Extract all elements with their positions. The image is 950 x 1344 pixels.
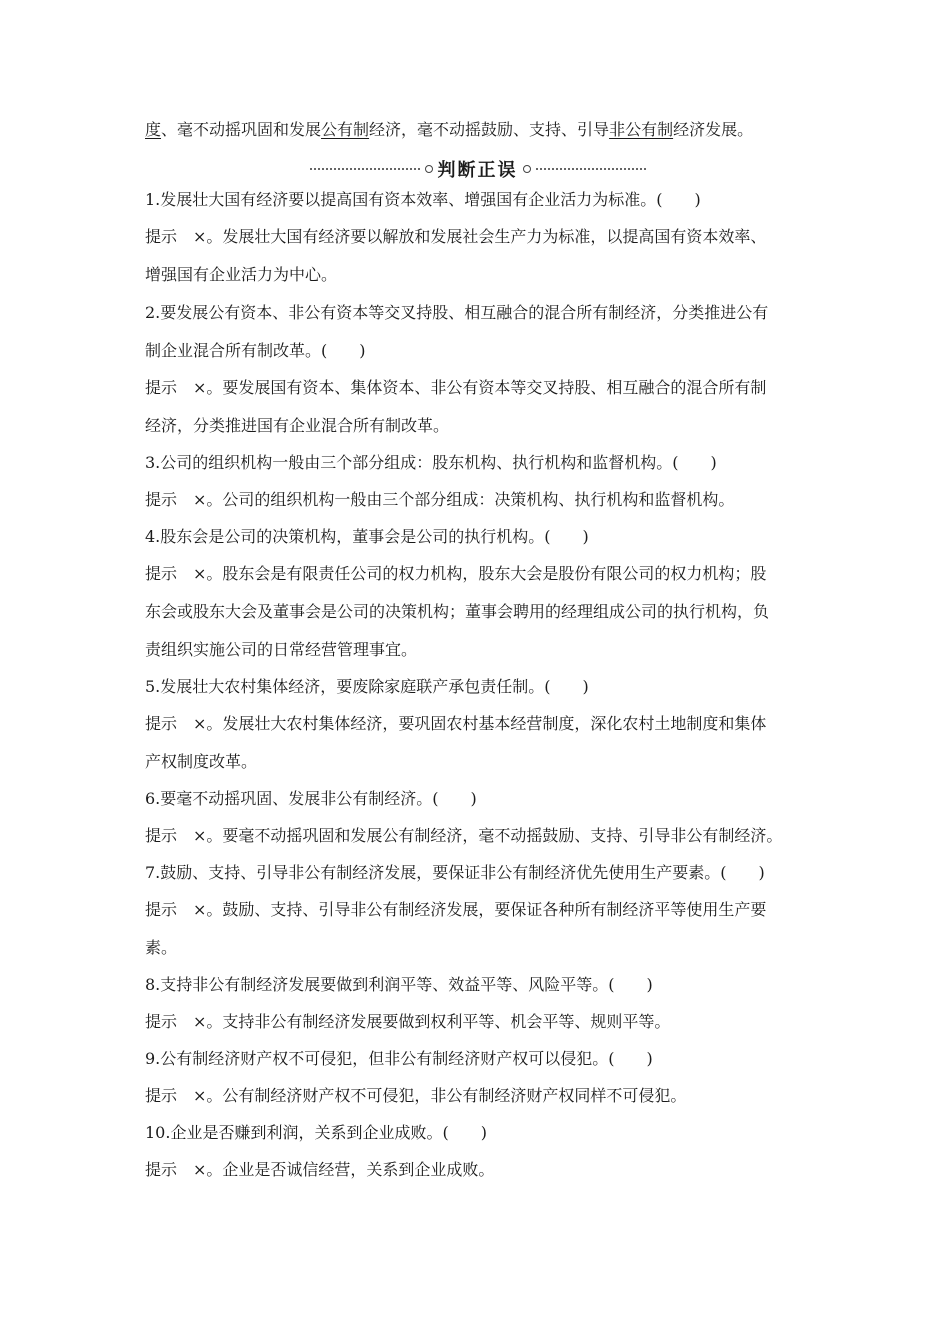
hint-2-line-1 xyxy=(145,378,810,416)
hint-2-line-2: 经济，分类推进国有企业混合所有制改革。 xyxy=(145,416,450,435)
left-circle-ornament-icon xyxy=(425,165,433,173)
question-4: 4.股东会是公司的决策机构，董事会是公司的执行机构。( ) xyxy=(145,527,589,546)
section-title: 判断正误 xyxy=(437,160,518,181)
right-dotted-rule xyxy=(536,168,646,170)
hint-text: ×。公有制经济财产权不可侵犯，非公有制经济财产权同样不可侵犯。 xyxy=(193,1086,687,1105)
question-8: 8.支持非公有制经济发展要做到利润平等、效益平等、风险平等。( ) xyxy=(145,975,653,994)
hint-label: 提示 xyxy=(145,378,178,397)
hint-text: ×。发展壮大农村集体经济，要巩固农村基本经营制度，深化农村土地制度和集体 xyxy=(193,714,767,733)
hint-text: ×。支持非公有制经济发展要做到权利平等、机会平等、规则平等。 xyxy=(193,1012,671,1031)
hint-label: 提示 xyxy=(145,227,178,246)
hint-7-line-2: 素。 xyxy=(145,938,178,957)
hint-text: ×。发展壮大国有经济要以解放和发展社会生产力为标准，以提高国有资本效率、 xyxy=(193,227,767,246)
hint-label: 提示 xyxy=(145,714,178,733)
hint-3-line-1 xyxy=(145,490,810,527)
hint-label: 提示 xyxy=(145,564,178,583)
right-circle-ornament-icon xyxy=(523,165,531,173)
intro-paragraph xyxy=(145,120,810,154)
hint-label: 提示 xyxy=(145,490,178,509)
hint-1-line-2: 增强国有企业活力为中心。 xyxy=(145,265,338,284)
hint-5-line-1 xyxy=(145,714,810,752)
question-1: 1.发展壮大国有经济要以提高国有资本效率、增强国有企业活力为标准。( ) xyxy=(145,190,701,209)
hint-label: 提示 xyxy=(145,1012,178,1031)
intro-underlined-du: 度 xyxy=(145,120,162,139)
hint-4-line-2: 东会或股东大会及董事会是公司的决策机构；董事会聘用的经理组成公司的执行机构，负 xyxy=(145,602,770,621)
question-7: 7.鼓励、支持、引导非公有制经济发展，要保证非公有制经济优先使用生产要素。( ) xyxy=(145,863,765,882)
hint-text: ×。股东会是有限责任公司的权力机构，股东大会是股份有限公司的权力机构；股 xyxy=(193,564,767,583)
hint-text: ×。企业是否诚信经营，关系到企业成败。 xyxy=(193,1160,495,1179)
intro-text-3: 经济发展。 xyxy=(673,120,754,139)
hint-4-line-1 xyxy=(145,564,810,602)
question-3: 3.公司的组织机构一般由三个部分组成：股东机构、执行机构和监督机构。( ) xyxy=(145,453,717,472)
hint-6-line-1 xyxy=(145,826,810,863)
question-6: 6.要毫不动摇巩固、发展非公有制经济。( ) xyxy=(145,789,477,808)
hint-text: ×。要发展国有资本、集体资本、非公有资本等交叉持股、相互融合的混合所有制 xyxy=(193,378,767,397)
question-2-line-1: 2.要发展公有资本、非公有资本等交叉持股、相互融合的混合所有制经济，分类推进公有 xyxy=(145,303,769,322)
question-5: 5.发展壮大农村集体经济，要废除家庭联产承包责任制。( ) xyxy=(145,677,589,696)
hint-label: 提示 xyxy=(145,900,178,919)
question-10: 10.企业是否赚到利润，关系到企业成败。( ) xyxy=(145,1123,487,1142)
hint-4-line-3: 责组织实施公司的日常经营管理事宜。 xyxy=(145,640,418,659)
intro-underlined-nonpublic: 非公有制 xyxy=(609,120,674,139)
hint-9-line-1 xyxy=(145,1086,810,1123)
intro-text-1: 、毫不动摇巩固和发展 xyxy=(161,120,322,139)
section-heading-row xyxy=(145,154,810,184)
hint-1-line-1 xyxy=(145,227,810,265)
question-2-line-2: 制企业混合所有制改革。( ) xyxy=(145,341,366,360)
hint-label: 提示 xyxy=(145,1086,178,1105)
intro-underlined-public: 公有制 xyxy=(321,120,370,139)
hint-10-line-1 xyxy=(145,1160,810,1197)
hint-label: 提示 xyxy=(145,1160,178,1179)
left-dotted-rule xyxy=(310,168,420,170)
question-9: 9.公有制经济财产权不可侵犯，但非公有制经济财产权可以侵犯。( ) xyxy=(145,1049,653,1068)
hint-label: 提示 xyxy=(145,826,178,845)
hint-text: ×。公司的组织机构一般由三个部分组成：决策机构、执行机构和监督机构。 xyxy=(193,490,735,509)
document-page xyxy=(145,120,810,1197)
intro-text-2: 经济，毫不动摇鼓励、支持、引导 xyxy=(369,120,610,139)
hint-text: ×。鼓励、支持、引导非公有制经济发展，要保证各种所有制经济平等使用生产要 xyxy=(193,900,767,919)
hint-8-line-1 xyxy=(145,1012,810,1049)
hint-7-line-1 xyxy=(145,900,810,938)
hint-5-line-2: 产权制度改革。 xyxy=(145,752,258,771)
hint-text: ×。要毫不动摇巩固和发展公有制经济，毫不动摇鼓励、支持、引导非公有制经济。 xyxy=(193,826,783,845)
